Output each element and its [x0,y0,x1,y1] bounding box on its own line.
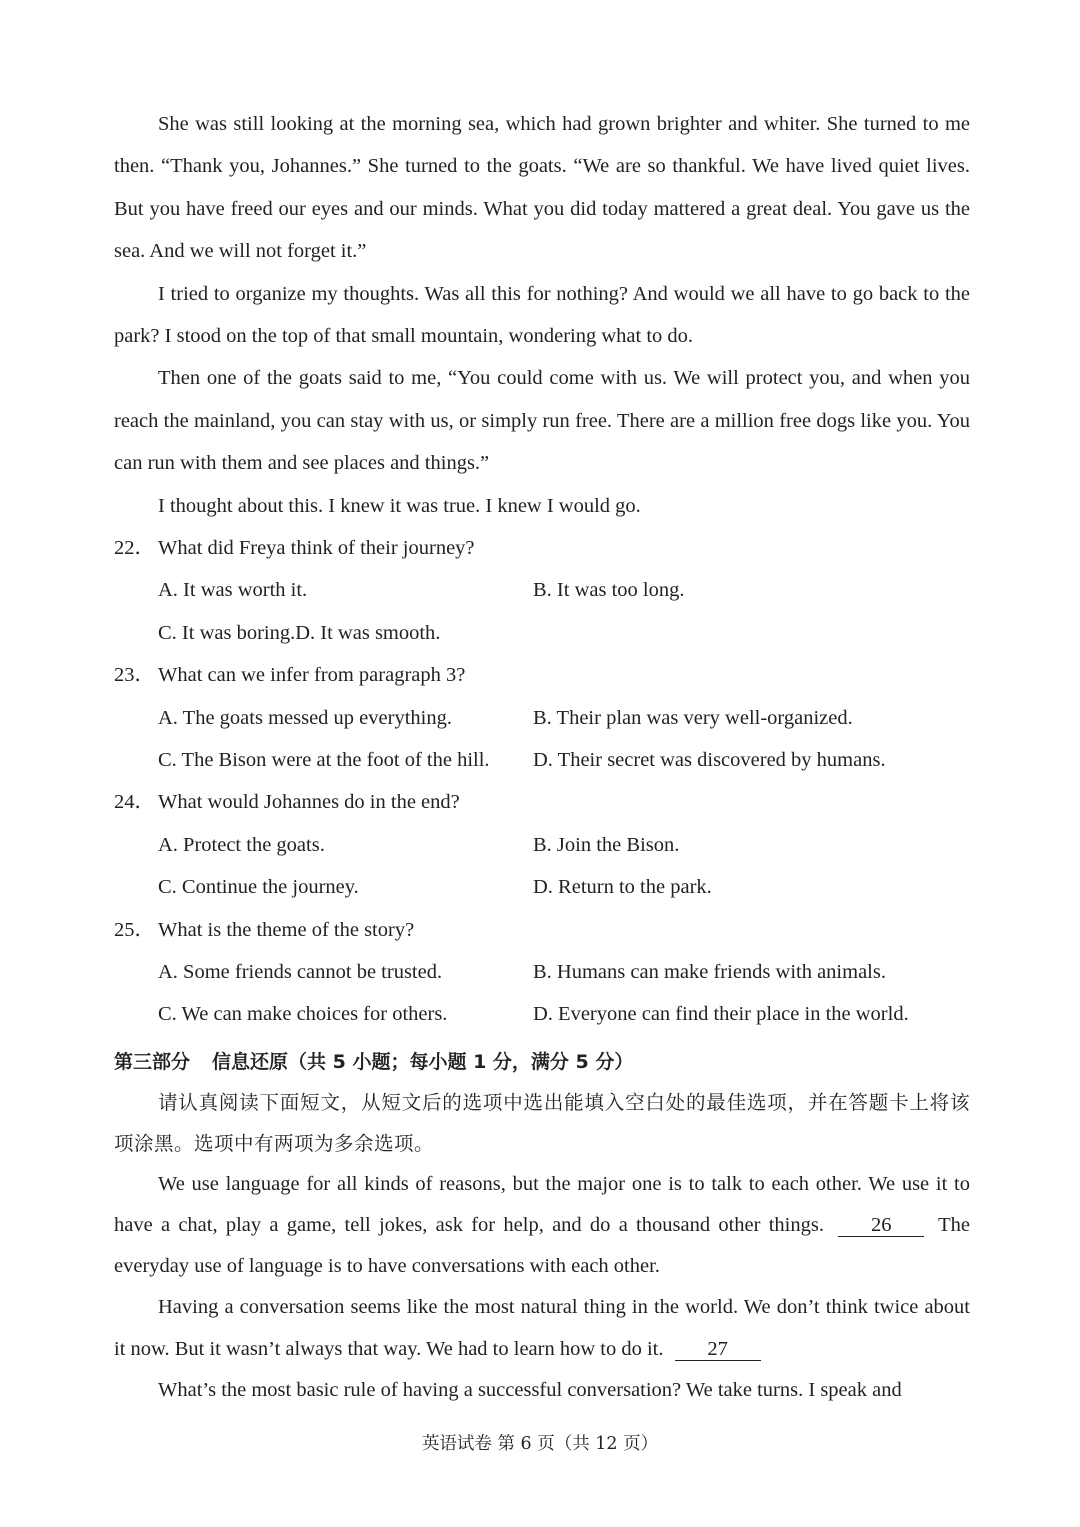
option-a[interactable]: A. The goats messed up everything. [158,706,452,729]
question-22 [114,527,970,569]
section-part-label: 第三部分 [114,1050,191,1073]
option-row [114,569,970,611]
cloze-paragraph-3: What’s the most basic rule of having a successful conversation? We take turns. I speak and [158,1378,902,1401]
cloze-text: Having a conversation seems like the most natural thing in the world. We don’t think twice about it now. But it wasn’t always that way. We had to learn how to do it. [114,1296,970,1360]
question-stem: What did Freya think of their journey? [158,537,475,560]
option-c[interactable]: C. The Bison were at the foot of the hill. [158,749,490,772]
cloze-paragraph-2 [114,1287,970,1369]
blank-26[interactable]: 26 [838,1214,924,1237]
cloze-paragraph-1 [114,1164,970,1288]
section-instructions: 请认真阅读下面短文，从短文后的选项中选出能填入空白处的最佳选项，并在答题卡上将该项涂黑。选项中有两项为多余选项。 [114,1090,970,1155]
section-description: 信息还原（共 5 小题；每小题 1 分，满分 5 分） [212,1050,634,1073]
option-c[interactable]: C. It was boring. [158,621,296,644]
question-number: 23． [114,664,155,687]
passage-paragraph-1: She was still looking at the morning sea, which had grown brighter and whiter. She turned to me then. “Thank you, Johannes.” She turned to the goats. “We are so thankful. We have lived quiet lives. But you have freed our eyes and our minds. What you did today mattered a great deal. You gave us the sea. And we will not forget it.” [114,113,970,263]
page-footer: 英语试卷 第 6 页（共 12 页） [421,1434,659,1454]
option-d[interactable]: D. Everyone can find their place in the world. [533,1003,909,1026]
question-23 [114,654,970,696]
section-heading [114,1042,970,1082]
passage-paragraph-4: I thought about this. I knew it was true. I knew I would go. [158,494,641,517]
option-row [114,612,970,654]
option-b[interactable]: B. Join the Bison. [533,833,680,856]
question-24 [114,781,970,823]
option-d[interactable]: D. Their secret was discovered by humans. [533,749,886,772]
option-row [114,697,970,739]
option-a[interactable]: A. Some friends cannot be trusted. [158,960,443,983]
option-row [114,824,970,866]
passage-paragraph-2: I tried to organize my thoughts. Was all this for nothing? And would we all have to go back to the park? I stood on the top of that small mountain, wondering what to do. [114,282,970,348]
option-b[interactable]: B. Their plan was very well-organized. [533,706,853,729]
option-d[interactable]: D. It was smooth. [295,621,441,644]
option-c[interactable]: C. We can make choices for others. [158,1003,448,1026]
option-row [114,951,970,993]
option-row [114,866,970,908]
option-a[interactable]: A. Protect the goats. [158,833,325,856]
passage-paragraph-3: Then one of the goats said to me, “You could come with us. We will protect you, and when you reach the mainland, you can stay with us, or simply run free. There are a million free dogs like you. You can run with them and see places and things.” [114,367,970,475]
option-b[interactable]: B. Humans can make friends with animals. [533,960,886,983]
question-number: 22． [114,537,155,560]
option-row [114,993,970,1035]
cloze-text: We use language for all kinds of reasons, but the major one is to talk to each other. We use it to have a chat, play a game, tell jokes, ask for help, and do a thousand other things. [114,1172,970,1236]
cloze-text: The everyday use of language is to have conversations with each other. [114,1213,970,1278]
question-stem: What can we infer from paragraph 3? [158,664,466,687]
blank-27[interactable]: 27 [675,1338,761,1361]
question-stem: What would Johannes do in the end? [158,791,460,814]
question-number: 24． [114,791,155,814]
option-c[interactable]: C. Continue the journey. [158,876,359,899]
question-stem: What is the theme of the story? [158,918,415,941]
option-a[interactable]: A. It was worth it. [158,579,308,602]
option-b[interactable]: B. It was too long. [533,579,685,602]
question-number: 25． [114,918,155,941]
option-row [114,739,970,781]
option-d[interactable]: D. Return to the park. [533,876,712,899]
exam-page [114,103,970,1411]
question-25 [114,909,970,951]
